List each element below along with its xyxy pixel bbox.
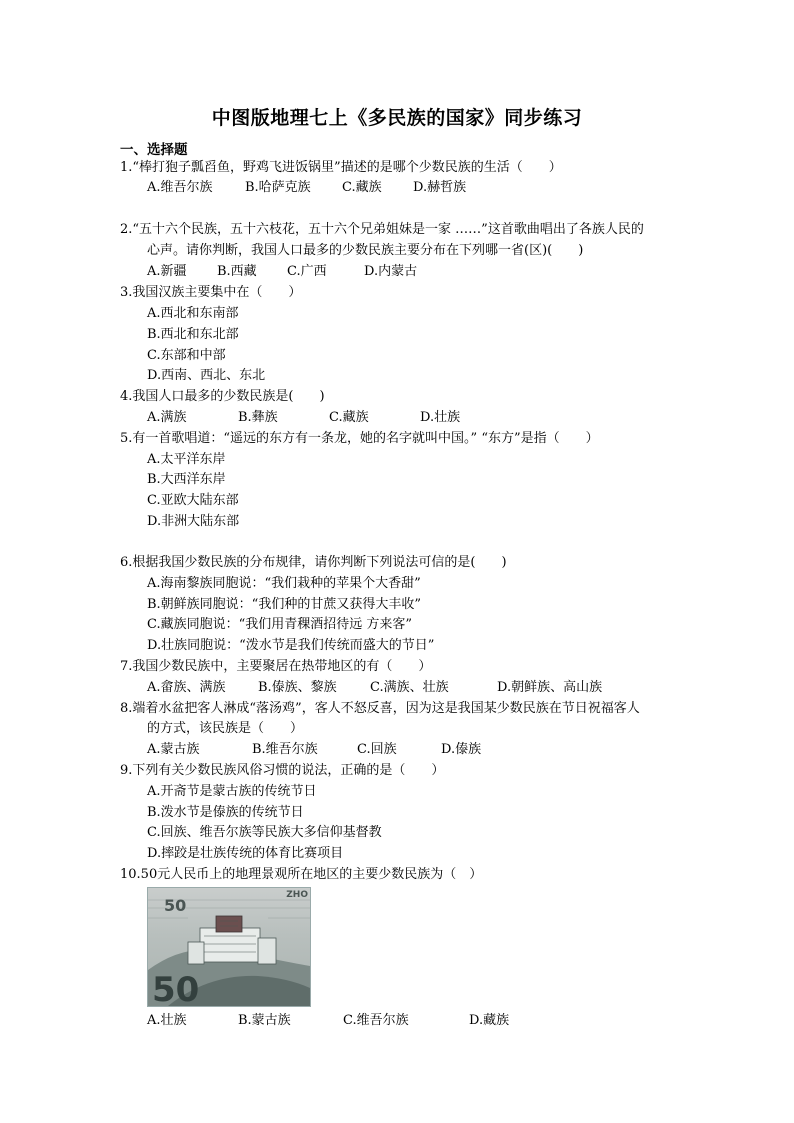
q5-option-c: C.亚欧大陆东部 — [147, 493, 239, 508]
q10-option-a: A.壮族 — [147, 1013, 187, 1028]
q9-option-c: C.回族、维吾尔族等民族大多信仰基督教 — [147, 825, 382, 840]
q1-option-a: A.维吾尔族 — [147, 180, 213, 195]
q3-option-d: D.西南、西北、东北 — [147, 368, 266, 383]
page-title: 中图版地理七上《多民族的国家》同步练习 — [211, 107, 583, 129]
q3-option-a: A.西北和东南部 — [147, 306, 239, 321]
section-heading: 一、选择题 — [120, 142, 188, 158]
q6-option-c: C.藏族同胞说：“我们用青稞酒招待远 方来客” — [147, 617, 413, 632]
q10-option-d: D.藏族 — [469, 1013, 510, 1028]
banknote-code: ZHO — [286, 890, 308, 900]
question-6-stem: 6.根据我国少数民族的分布规律，请你判断下列说法可信的是( ) — [120, 555, 507, 570]
q8-option-d: D.傣族 — [441, 742, 482, 757]
q4-option-a: A.满族 — [147, 410, 187, 425]
question-7-stem: 7.我国少数民族中，主要聚居在热带地区的有（ ） — [120, 659, 432, 674]
question-3-stem: 3.我国汉族主要集中在（ ） — [120, 285, 302, 300]
banknote-image — [147, 887, 311, 1007]
q5-option-a: A.太平洋东岸 — [147, 452, 226, 467]
question-5-stem: 5.有一首歌唱道：“遥远的东方有一条龙，她的名字就叫中国。” “东方”是指（ ） — [120, 431, 599, 446]
q5-option-d: D.非洲大陆东部 — [147, 514, 240, 529]
question-9-stem: 9.下列有关少数民族风俗习惯的说法，正确的是（ ） — [120, 763, 445, 778]
banknote-value-bottom: 50 — [152, 970, 200, 1007]
q2-option-d: D.内蒙古 — [364, 264, 418, 279]
q4-option-d: D.壮族 — [420, 410, 461, 425]
q7-option-b: B.傣族、黎族 — [258, 680, 337, 695]
q6-option-d: D.壮族同胞说：“泼水节是我们传统而盛大的节日” — [147, 638, 435, 653]
q1-option-b: B.哈萨克族 — [245, 180, 311, 195]
q1-option-c: C.藏族 — [342, 180, 382, 195]
q2-option-b: B.西藏 — [217, 264, 257, 279]
q9-option-d: D.摔跤是壮族传统的体育比赛项目 — [147, 846, 344, 861]
question-4-stem: 4.我国人口最多的少数民族是( ) — [120, 389, 325, 404]
q3-option-c: C.东部和中部 — [147, 348, 226, 363]
question-10-stem: 10.50元人民币上的地理景观所在地区的主要少数民族为（ ） — [120, 867, 483, 882]
banknote-value-top: 50 — [164, 896, 187, 915]
q8-option-c: C.回族 — [357, 742, 397, 757]
q9-option-b: B.泼水节是傣族的传统节日 — [147, 805, 304, 820]
question-1-stem: 1.“棒打狍子瓢舀鱼，野鸡飞进饭锅里”描述的是哪个少数民族的生活（ ） — [120, 160, 562, 175]
q10-option-b: B.蒙古族 — [238, 1013, 291, 1028]
q7-option-d: D.朝鲜族、高山族 — [497, 680, 603, 695]
q8-option-a: A.蒙古族 — [147, 742, 200, 757]
q5-option-b: B.大西洋东岸 — [147, 472, 226, 487]
q2-option-a: A.新疆 — [147, 264, 187, 279]
q4-option-c: C.藏族 — [329, 410, 369, 425]
q8-option-b: B.维吾尔族 — [252, 742, 318, 757]
question-8-stem-2: 的方式，该民族是（ ） — [147, 721, 304, 736]
q6-option-a: A.海南黎族同胞说：“我们栽种的苹果个大香甜” — [147, 576, 421, 591]
q4-option-b: B.彝族 — [238, 410, 278, 425]
q2-option-c: C.广西 — [287, 264, 327, 279]
question-2-stem-1: 2.“五十六个民族，五十六枝花，五十六个兄弟姐妹是一家 ……”这首歌曲唱出了各族人民的 — [120, 222, 644, 237]
q1-option-d: D.赫哲族 — [413, 180, 467, 195]
q7-option-a: A.畲族、满族 — [147, 680, 226, 695]
q7-option-c: C.满族、壮族 — [370, 680, 449, 695]
question-2-stem-2: 心声。请你判断，我国人口最多的少数民族主要分布在下列哪一省(区)( ) — [147, 243, 584, 258]
q9-option-a: A.开斋节是蒙古族的传统节日 — [147, 784, 317, 799]
q10-option-c: C.维吾尔族 — [343, 1013, 409, 1028]
q6-option-b: B.朝鲜族同胞说：“我们种的甘蔗又获得大丰收” — [147, 597, 421, 612]
q3-option-b: B.西北和东北部 — [147, 327, 239, 342]
question-8-stem-1: 8.端着水盆把客人淋成“落汤鸡”，客人不怒反喜，因为这是我国某少数民族在节日祝福客人 — [120, 701, 640, 716]
